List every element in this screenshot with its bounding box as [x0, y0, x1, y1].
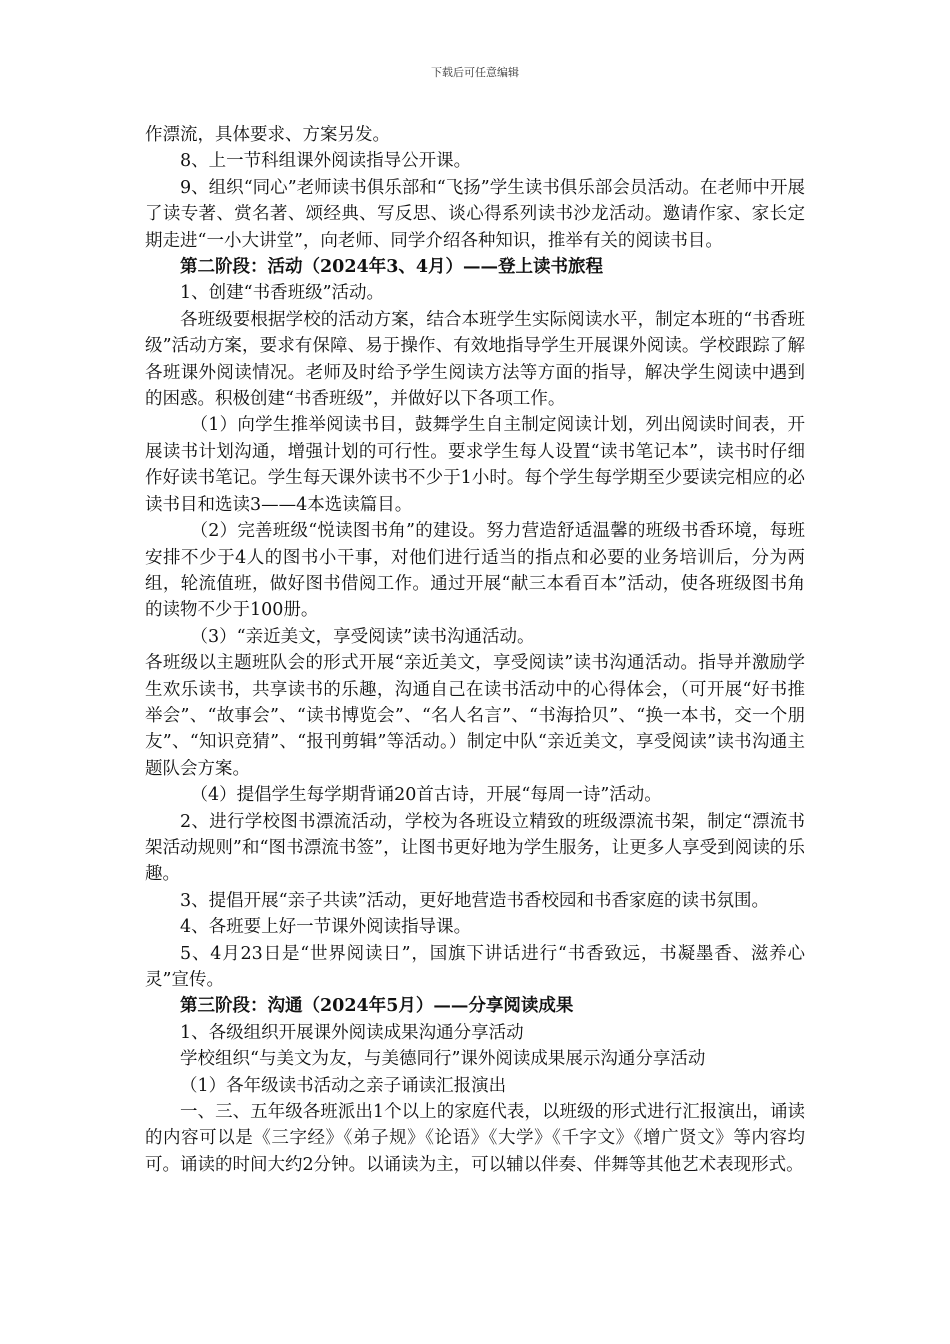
- paragraph: 9、组织“同心”老师读书俱乐部和“飞扬”学生读书俱乐部会员活动。在老师中开展了读专著、赏名著、颂经典、写反思、谈心得系列读书沙龙活动。邀请作家、家长定期走进“一小大讲堂”，向老师、同学介绍各种知识，推举有关的阅读书目。: [145, 177, 805, 251]
- section-heading: 第二阶段：活动（2024年3、4月）——登上读书旅程: [180, 257, 604, 278]
- paragraph: 8、上一节科组课外阅读指导公开课。: [180, 151, 472, 172]
- paragraph: 各班级以主题班队会的形式开展“亲近美文，享受阅读”读书沟通活动。指导并激励学生欢乐读书，共享读书的乐趣，沟通自己在读书活动中的心得体会，（可开展“好书推举会”、“故事会”、“读书博览会”、“名人名言”、“书海拾贝”、“换一本书，交一个朋友”、“知识竞猜”、“报刊剪辑”等活动。）制定中队“亲近美文，享受阅读”读书沟通主题队会方案。: [145, 653, 805, 779]
- paragraph: 5、4月23日是“世界阅读日”，国旗下讲话进行“书香致远，书凝墨香、滋养心灵”宣传。: [145, 943, 805, 990]
- paragraph: 2、进行学校图书漂流活动，学校为各班设立精致的班级漂流书架，制定“漂流书架活动规则”和“图书漂流书签”，让图书更好地为学生服务，让更多人享受到阅读的乐趣。: [145, 811, 805, 885]
- paragraph: 学校组织“与美文为友，与美德同行”课外阅读成果展示沟通分享活动: [180, 1049, 706, 1070]
- paragraph: （1）向学生推举阅读书目，鼓舞学生自主制定阅读计划，列出阅读时间表，开展读书计划沟通，增强计划的可行性。要求学生每人设置“读书笔记本”，读书时仔细作好读书笔记。学生每天课外读书不少于1小时。每个学生每学期至少要读完相应的必读书目和选读3——4本选读篇目。: [145, 415, 805, 515]
- section-heading: 第三阶段：沟通（2024年5月）——分享阅读成果: [180, 996, 574, 1017]
- paragraph: （1）各年级读书活动之亲子诵读汇报演出: [180, 1075, 507, 1096]
- paragraph: 一、三、五年级各班派出1个以上的家庭代表，以班级的形式进行汇报演出，诵读的内容可以是《三字经》《弟子规》《论语》《大学》《千字文》《增广贤文》等内容均可。诵读的时间大约2分钟。以诵读为主，可以辅以伴奏、伴舞等其他艺术表现形式。: [145, 1102, 805, 1175]
- paragraph: 各班级要根据学校的活动方案，结合本班学生实际阅读水平，制定本班的“书香班级”活动方案，要求有保障、易于操作、有效地指导学生开展课外阅读。学校跟踪了解各班课外阅读情况。老师及时给予学生阅读方法等方面的指导，解决学生阅读中遇到的困惑。积极创建“书香班级”，并做好以下各项工作。: [145, 309, 805, 410]
- page-header: 下载后可任意编辑: [431, 66, 519, 79]
- paragraph: （4）提倡学生每学期背诵20首古诗，开展“每周一诗”活动。: [190, 785, 662, 806]
- paragraph: 1、各级组织开展课外阅读成果沟通分享活动: [180, 1022, 524, 1043]
- paragraph: 作漂流，具体要求、方案另发。: [145, 125, 390, 145]
- paragraph: 4、各班要上好一节课外阅读指导课。: [180, 917, 472, 938]
- paragraph: （2）完善班级“悦读图书角”的建设。努力营造舒适温馨的班级书香环境，每班安排不少于4人的图书小干事，对他们进行适当的指点和必要的业务培训后，分为两组，轮流值班，做好图书借阅工作。通过开展“献三本看百本”活动，使各班级图书角的读物不少于100册。: [145, 521, 805, 621]
- document-body: [145, 122, 805, 1178]
- paragraph: 1、创建“书香班级”活动。: [180, 283, 385, 304]
- paragraph: 3、提倡开展“亲子共读”活动，更好地营造书香校园和书香家庭的读书氛围。: [180, 890, 770, 911]
- paragraph: （3）“亲近美文，享受阅读”读书沟通活动。: [190, 626, 535, 647]
